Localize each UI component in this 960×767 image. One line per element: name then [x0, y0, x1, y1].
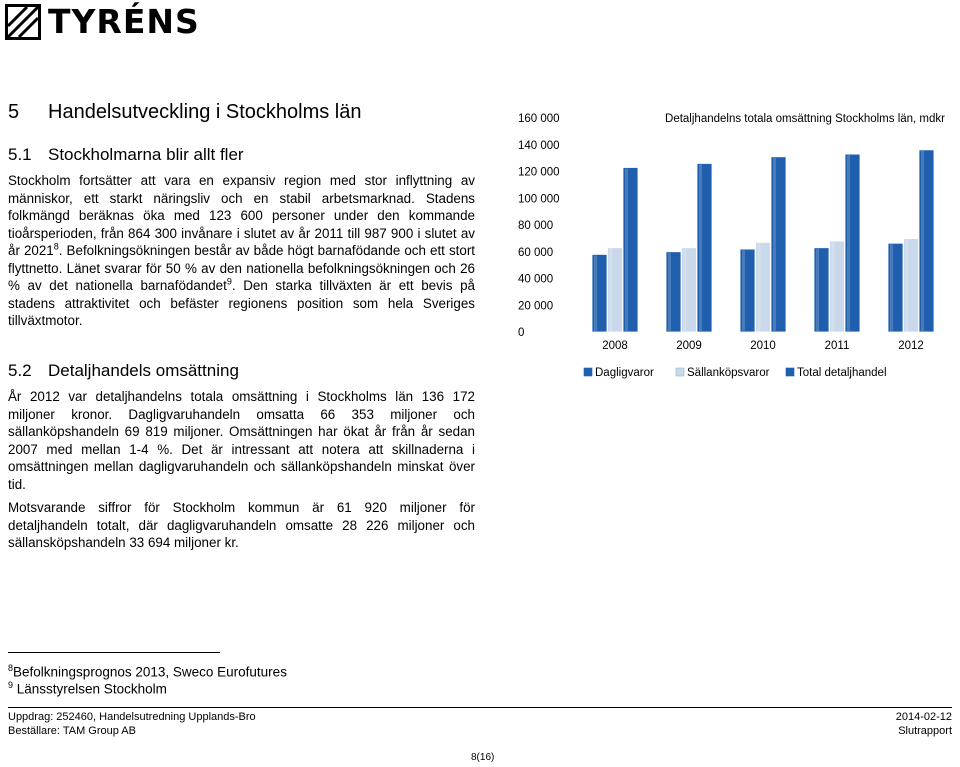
- retail-revenue-chart: [508, 100, 958, 390]
- legend-label: Total detaljhandel: [797, 367, 887, 379]
- paragraph-population: [8, 172, 475, 330]
- paragraph-municipality: Motsvarande siffror för Stockholm kommun är 61 920 miljoner för detaljhandeln totalt, där dagligvaruhandeln omsatte 28 226 miljoner och sällansköpshandeln 33 694 miljoner kr.: [8, 500, 475, 550]
- page-number: 8(16): [471, 752, 495, 763]
- bar-highlight: [610, 249, 613, 331]
- bar-highlight: [773, 158, 776, 331]
- paragraph-retail-revenue: År 2012 var detaljhandelns totala omsättning i Stockholms län 136 172 miljoner kronor. Dagligvaruhandeln omsatta 66 353 miljoner och sällanköpshandeln 69 819 miljoner. Omsättningen har ökat år från år sedan 2007 med mellan 1-4 %. Det är intressant att notera att skillnaderna i omsättningen mellan dagligvaruhandeln och sällanköpshandeln minskat över tid.: [8, 389, 475, 492]
- y-tick-label: 120 000: [518, 166, 560, 179]
- x-tick-label: 2009: [676, 340, 702, 352]
- company-logo: [5, 3, 200, 41]
- bar-highlight: [668, 253, 671, 331]
- legend-label: Dagligvaror: [595, 367, 654, 379]
- bar-highlight: [594, 255, 597, 331]
- footer-report-type: Slutrapport: [898, 725, 952, 737]
- section-title: Handelsutveckling i Stockholms län: [48, 101, 362, 123]
- footnote-text: Befolkningsprognos 2013, Sweco Eurofutures: [13, 664, 287, 680]
- footnote-mark: 8: [8, 663, 14, 673]
- subsection-title: Detaljhandels omsättning: [48, 361, 239, 380]
- bar-highlight: [890, 244, 893, 331]
- y-tick-label: 40 000: [518, 273, 554, 286]
- paragraph-text: Stockholm fortsätter att vara en expansiv region med stor inflyttning av människor, ett starkt näringsliv och en stabil arbetsmarknad. Stadens folkmängd beräknas öka med 123 600 personer under den kommande tioårsperioden, från 864 300 invånare i slutet av år 2011 till 987 900 i slutet av år 2021: [8, 173, 475, 258]
- legend-swatch: [676, 368, 684, 376]
- bar-highlight: [921, 151, 924, 331]
- bar-highlight: [758, 243, 761, 331]
- bar-highlight: [816, 249, 819, 331]
- footnote-separator: [8, 652, 220, 653]
- bar-highlight: [684, 249, 687, 331]
- legend-swatch: [584, 368, 592, 376]
- y-tick-label: 0: [518, 327, 525, 339]
- footnote-mark: 9: [8, 680, 14, 690]
- x-tick-label: 2008: [602, 340, 628, 352]
- subsection-title: Stockholmarna blir allt fler: [48, 145, 244, 164]
- y-axis-labels: [518, 113, 560, 339]
- y-tick-label: 140 000: [518, 139, 560, 152]
- bar-series: [592, 150, 934, 332]
- bar-highlight: [699, 164, 702, 331]
- section-number: 5: [8, 101, 20, 123]
- footer-assignment: Uppdrag: 252460, Handelsutredning Upplands-Bro: [8, 711, 256, 723]
- subsection-heading-5-2: [8, 361, 239, 381]
- bar-highlight: [625, 168, 628, 331]
- section-heading: [8, 101, 362, 124]
- paragraph-text: . Befolkningsökningen består av både högt barnafödande och ett stort flyttnetto. Länet svarar för 50 % av den nationella befolkningsökningen och 26 % av det nationella barnafödandet: [8, 243, 476, 293]
- subsection-number: 5.2: [8, 361, 32, 380]
- x-tick-label: 2011: [824, 340, 850, 352]
- footnote-8: [8, 663, 287, 680]
- footnote-9: [8, 680, 167, 697]
- subsection-number: 5.1: [8, 145, 32, 164]
- footer-separator: [8, 707, 952, 708]
- legend-label: Sällanköpsvaror: [687, 367, 770, 379]
- subsection-heading-5-1: [8, 145, 244, 165]
- y-tick-label: 20 000: [518, 300, 554, 313]
- footnote-text: Länsstyrelsen Stockholm: [13, 681, 167, 697]
- bar-highlight: [847, 155, 850, 331]
- x-tick-label: 2012: [898, 340, 924, 352]
- y-tick-label: 80 000: [518, 220, 554, 232]
- bar-highlight: [742, 250, 745, 331]
- footer-client: Beställare: TAM Group AB: [8, 725, 136, 737]
- y-tick-label: 160 000: [518, 113, 560, 125]
- bar-highlight: [906, 240, 909, 331]
- footnote-ref-9[interactable]: 9: [226, 276, 232, 287]
- x-axis-labels: [602, 340, 924, 352]
- chart-title: Detaljhandelns totala omsättning Stockholms län, mdkr: [665, 113, 945, 125]
- y-tick-label: 60 000: [518, 246, 554, 259]
- bar-highlight: [832, 242, 835, 331]
- tyrens-logo-icon: [5, 4, 41, 40]
- footnote-ref-8[interactable]: 8: [53, 241, 59, 252]
- logo-wordmark: TYRÉNS: [48, 2, 200, 41]
- paragraph-text: . Den starka tillväxten är ett bevis på stadens attraktivitet och befäster regionens position som hela Sveriges tillväxtmotor.: [8, 278, 475, 328]
- footer-date: 2014-02-12: [895, 711, 952, 723]
- legend-swatch: [786, 368, 794, 376]
- x-tick-label: 2010: [750, 340, 776, 352]
- y-tick-label: 100 000: [518, 193, 560, 206]
- chart-legend: [584, 367, 887, 379]
